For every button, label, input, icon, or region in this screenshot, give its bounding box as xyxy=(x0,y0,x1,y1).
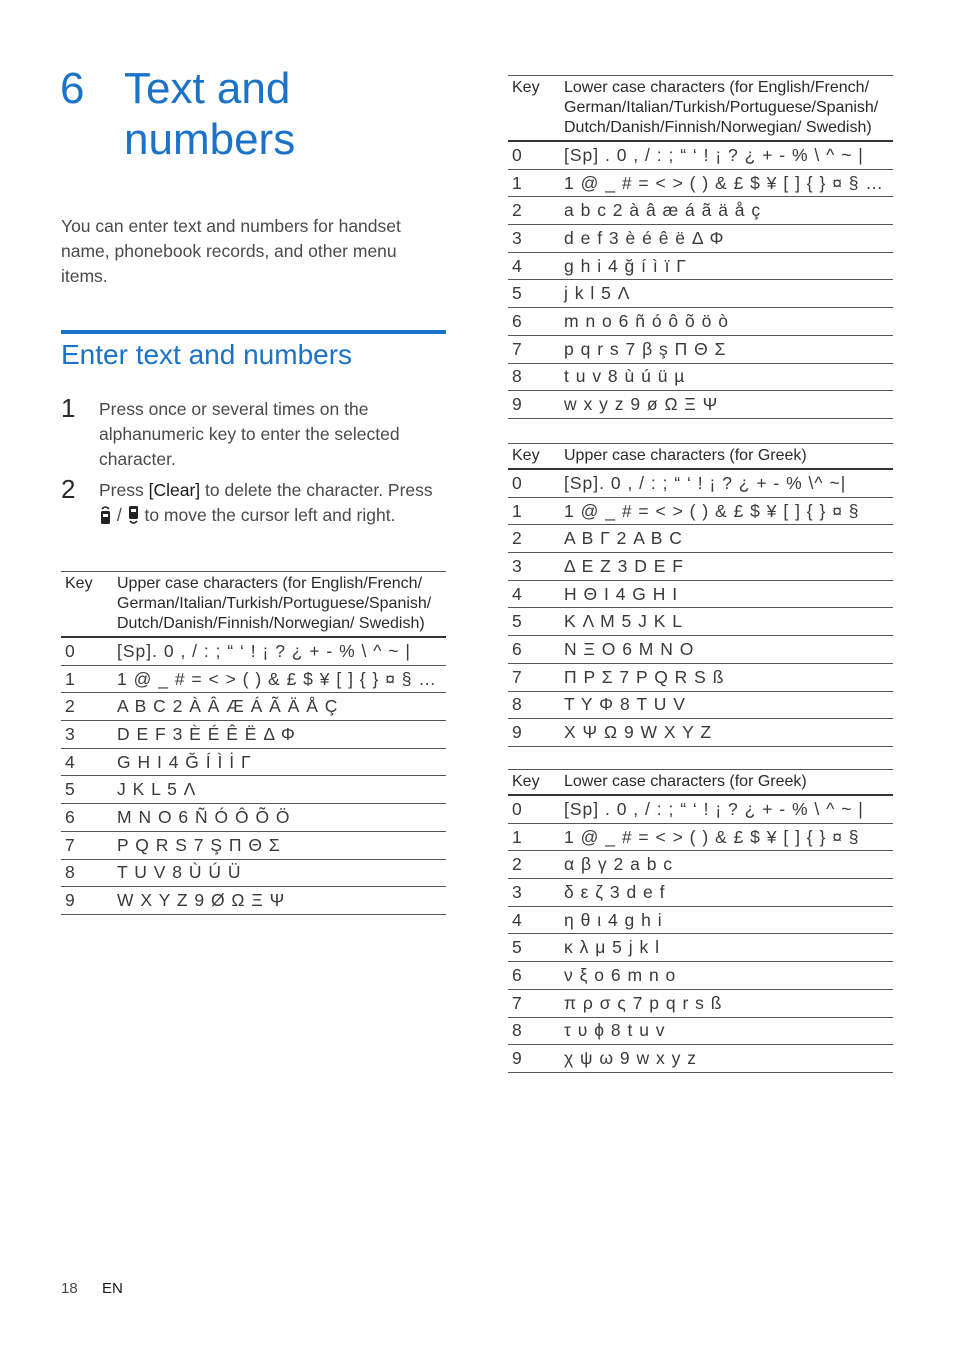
table-row: 5 J K L 5 Λ xyxy=(61,776,446,804)
chapter-number: 6 xyxy=(60,64,85,113)
table-row: 6 M N O 6 Ñ Ó Ô Õ Ö xyxy=(61,804,446,832)
table-row: 2 A B C 2 À Â Æ Á Ã Ä Å Ç xyxy=(61,693,446,721)
table-row: 0 [Sp]. 0 , / : ; “ ‘ ! ¡ ? ¿ + - % \^ ~| xyxy=(508,469,893,497)
table-row: 1 1 @ _ # = < > ( ) & £ $ ¥ [ ] { } ¤ § xyxy=(508,497,893,525)
table-row: 3 δ ε ζ 3 d e f xyxy=(508,879,893,907)
table-row: 3 d e f 3 è é ê ë Δ Φ xyxy=(508,225,893,253)
step-text: Press once or several times on the alphanumeric key to enter the selected character. xyxy=(99,399,400,469)
table-row: 4 G H I 4 Ğ Í Ì İ Γ xyxy=(61,748,446,776)
table-row: 6 N Ξ O 6 M N O xyxy=(508,636,893,664)
step-number: 1 xyxy=(61,393,76,423)
chars-header: Lower case characters (for Greek) xyxy=(560,770,893,796)
language-code: EN xyxy=(102,1280,123,1297)
lower-case-euro-table xyxy=(508,75,893,419)
step-2 xyxy=(61,474,446,528)
table-row: 7 π ρ σ ς 7 p q r s ß xyxy=(508,989,893,1017)
step-1 xyxy=(61,393,446,472)
upper-case-greek-table xyxy=(508,443,893,747)
table-row: 0 [Sp] . 0 , / : ; “ ‘ ! ¡ ? ¿ + - % \ ^ ~ | xyxy=(508,141,893,169)
chars-header: Upper case characters (for English/French/ German/Italian/Turkish/Portuguese/Spanish/ Dutch/Danish/Finnish/Norwegian/ Swedish) xyxy=(113,572,446,638)
key-header: Key xyxy=(508,76,560,142)
table-row: 3 Δ E Z 3 D E F xyxy=(508,553,893,581)
table-row: 8 t u v 8 ù ú ü µ xyxy=(508,363,893,391)
key-header: Key xyxy=(61,572,113,638)
step-number: 2 xyxy=(61,474,76,504)
handset-up-icon xyxy=(99,505,112,525)
table-row: 0 [Sp]. 0 , / : ; “ ‘ ! ¡ ? ¿ + - % \ ^ ~ | xyxy=(61,637,446,665)
table-row: 6 m n o 6 ñ ó ô õ ö ò xyxy=(508,308,893,336)
section-rule xyxy=(61,330,446,334)
table-row: 8 τ υ ϕ 8 t u v xyxy=(508,1017,893,1045)
table-row: 2 α β γ 2 a b c xyxy=(508,851,893,879)
chapter-title: Text and numbers xyxy=(124,64,296,164)
table-row: 1 1 @ _ # = < > ( ) & £ $ ¥ [ ] { } ¤ § … xyxy=(508,169,893,197)
table-row: 9 W X Y Z 9 Ø Ω Ξ Ψ xyxy=(61,887,446,915)
key-header: Key xyxy=(508,770,560,796)
table-row: 1 1 @ _ # = < > ( ) & £ $ ¥ [ ] { } ¤ § … xyxy=(61,665,446,693)
table-row: 6 ν ξ ο 6 m n o xyxy=(508,962,893,990)
chars-header: Lower case characters (for English/French/ German/Italian/Turkish/Portuguese/Spanish/ Dutch/Danish/Finnish/Norwegian/ Swedish) xyxy=(560,76,893,142)
page-number: 18 xyxy=(61,1280,78,1297)
table-row: 0 [Sp] . 0 , / : ; “ ‘ ! ¡ ? ¿ + - % \ ^ ~ | xyxy=(508,795,893,823)
table-row: 8 T U V 8 Ù Ú Ü xyxy=(61,859,446,887)
table-row: 2 A B Γ 2 A B C xyxy=(508,525,893,553)
table-row: 3 D E F 3 È É Ê Ë Δ Φ xyxy=(61,721,446,749)
table-row: 2 a b c 2 à â æ á ã ä å ç xyxy=(508,197,893,225)
table-row: 8 T Y Φ 8 T U V xyxy=(508,691,893,719)
key-header: Key xyxy=(508,444,560,470)
handset-down-icon xyxy=(127,505,140,525)
table-row: 7 p q r s 7 β ş Π Θ Σ xyxy=(508,335,893,363)
table-row: 4 η θ ι 4 g h i xyxy=(508,906,893,934)
chars-header: Upper case characters (for Greek) xyxy=(560,444,893,470)
table-row: 9 X Ψ Ω 9 W X Y Z xyxy=(508,719,893,747)
table-row: 5 j k l 5 Λ xyxy=(508,280,893,308)
table-row: 5 κ λ μ 5 j k l xyxy=(508,934,893,962)
section-title: Enter text and numbers xyxy=(61,339,353,370)
table-row: 5 K Λ M 5 J K L xyxy=(508,608,893,636)
upper-case-euro-table xyxy=(61,571,446,915)
table-row: 1 1 @ _ # = < > ( ) & £ $ ¥ [ ] { } ¤ § xyxy=(508,823,893,851)
table-row: 7 Π P Σ 7 P Q R S ß xyxy=(508,663,893,691)
table-row: 4 g h i 4 ğ í ì ï Γ xyxy=(508,252,893,280)
table-row: 9 w x y z 9 ø Ω Ξ Ψ xyxy=(508,391,893,419)
table-row: 9 χ ψ ω 9 w x y z xyxy=(508,1045,893,1073)
lower-case-greek-table xyxy=(508,769,893,1073)
clear-key-label: [Clear] xyxy=(148,480,201,500)
table-row: 4 H Θ I 4 G H I xyxy=(508,580,893,608)
step-text: Press [Clear] to delete the character. Press / to move the cursor left and right. xyxy=(99,480,433,525)
table-row: 7 P Q R S 7 Ş Π Θ Σ xyxy=(61,831,446,859)
intro-paragraph: You can enter text and numbers for handset name, phonebook records, and other menu items. xyxy=(61,216,401,286)
